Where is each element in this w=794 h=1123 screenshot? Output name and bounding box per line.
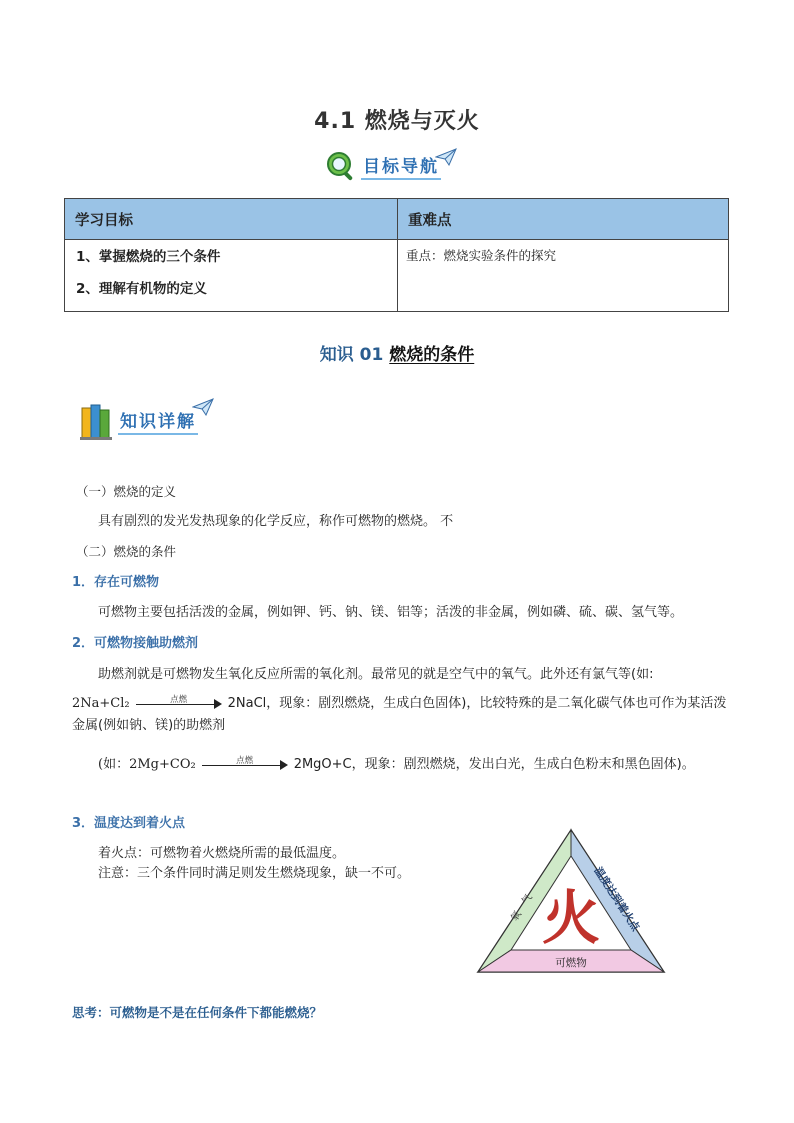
- magnifier-icon: [325, 150, 357, 182]
- oxygen-label: 氧 气: [509, 892, 535, 924]
- reaction-condition: 点燃: [236, 755, 254, 766]
- condition-1-heading: 1．存在可燃物: [72, 575, 160, 590]
- condition-2-text-cont: 金属(例如钠、镁)的助燃剂: [72, 718, 226, 733]
- equation-2-line: [98, 755, 695, 775]
- goals-column-header: 学习目标: [65, 199, 398, 240]
- learning-goals-table: [64, 198, 729, 312]
- equation-1-products: 2NaCl，现象：剧烈燃烧，生成白色固体)，比较特殊的是二氧化碳气体也可作为某活泼: [227, 696, 727, 711]
- fire-character: 火: [541, 884, 601, 952]
- fuel-label: 可燃物: [555, 957, 587, 969]
- goals-cell: [65, 240, 398, 312]
- temperature-label: 温度达到着火点: [591, 865, 642, 934]
- equation-1-line: [72, 694, 726, 714]
- paper-plane-icon: [192, 398, 214, 416]
- equation-2-products: 2MgO+C，现象：剧烈燃烧，发出白光，生成白色粉末和黑色固体)。: [293, 757, 695, 772]
- reaction-condition: 点燃: [170, 694, 188, 705]
- goal-item: 2、理解有机物的定义: [76, 281, 207, 297]
- page-title: 4.1 燃烧与灭火: [314, 109, 480, 134]
- key-points-column-header: 重难点: [398, 199, 729, 240]
- equation-1-reactants: 2Na+Cl₂: [72, 696, 130, 711]
- think-question: 思考：可燃物是不是在任何条件下都能燃烧？: [72, 1005, 323, 1020]
- condition-3-heading: 3．温度达到着火点: [72, 816, 186, 831]
- definition-heading: （一）燃烧的定义: [76, 484, 177, 499]
- reaction-arrow: [202, 757, 288, 773]
- section-heading: [0, 340, 794, 365]
- fire-triangle-diagram: [474, 826, 668, 976]
- note-text: 注意：三个条件同时满足则发生燃烧现象，缺一不可。: [98, 866, 411, 881]
- equation-2-reactants: (如：2Mg+CO₂: [98, 757, 196, 772]
- knowledge-detail-badge: [80, 402, 214, 440]
- reaction-arrow: [136, 696, 222, 712]
- knowledge-badge-label: 知识详解: [118, 407, 198, 435]
- paper-plane-icon: [435, 148, 457, 166]
- condition-2-heading: 2．可燃物接触助燃剂: [72, 636, 199, 651]
- conditions-heading: （二）燃烧的条件: [76, 544, 177, 559]
- section-title: 燃烧的条件: [389, 345, 475, 365]
- ignition-point-text: 着火点：可燃物着火燃烧所需的最低温度。: [98, 846, 346, 861]
- goal-navigation-badge: [325, 150, 457, 182]
- key-points-cell: 重点：燃烧实验条件的探究: [398, 240, 729, 312]
- condition-2-text: 助燃剂就是可燃物发生氧化反应所需的氧化剂。最常见的就是空气中的氧气。此外还有氯气等(如:: [98, 667, 654, 682]
- books-icon: [80, 402, 114, 440]
- definition-text: 具有剧烈的发光发热现象的化学反应，称作可燃物的燃烧。 不: [98, 514, 454, 529]
- condition-1-text: 可燃物主要包括活泼的金属，例如钾、钙、钠、镁、铝等；活泼的非金属，例如磷、硫、碳、氢气等。: [98, 605, 684, 620]
- section-prefix: 知识 01: [319, 345, 390, 365]
- goal-badge-label: 目标导航: [361, 152, 441, 180]
- goal-item: 1、掌握燃烧的三个条件: [76, 249, 221, 265]
